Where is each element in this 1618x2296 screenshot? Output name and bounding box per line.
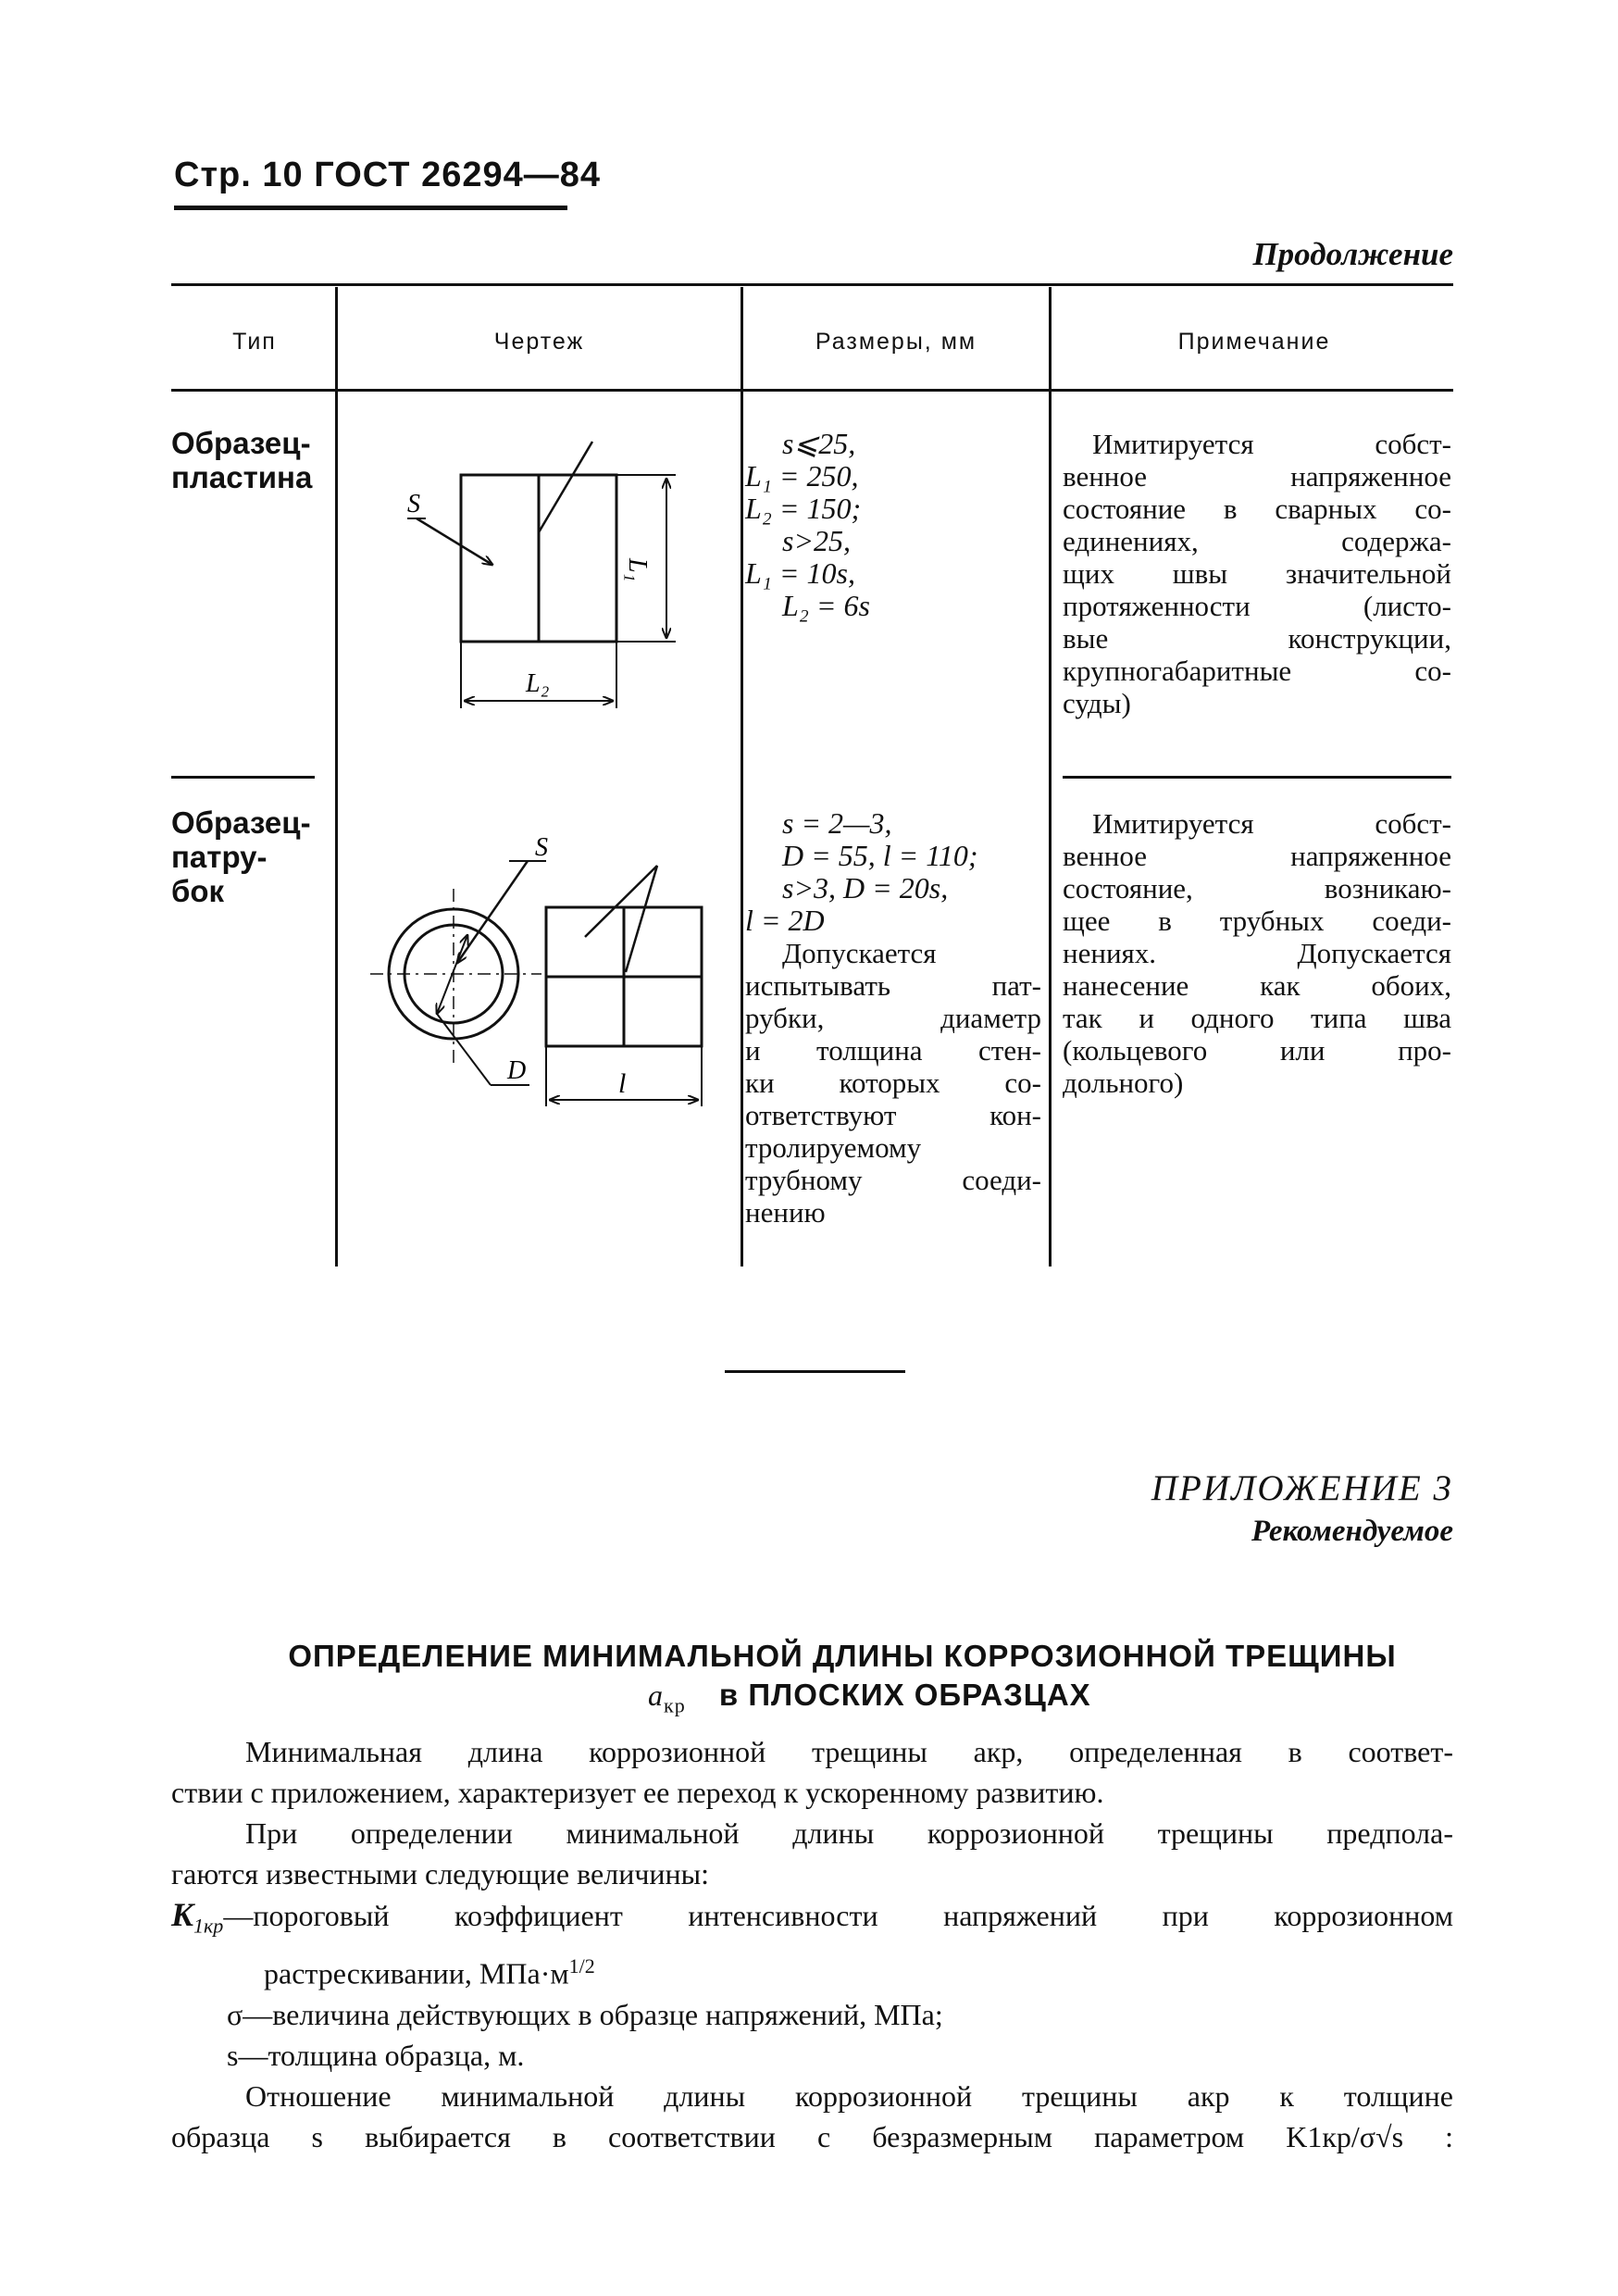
k1kr-definition-cont: растрескивании, $МПа\cdot м^{1/2}$ <box>264 1954 595 1991</box>
para2-line2: гаются известными следующие величины: <box>171 1857 710 1890</box>
row1-note: Имитируется собст- венное напряженное состояние в сварных со- единениях, содержа- щих швы значительной протяженности (листо- вые конструкции, крупногабаритные со- суды) <box>1063 428 1451 719</box>
section-heading-line1: ОПРЕДЕЛЕНИЕ МИНИМАЛЬНОЙ ДЛИНЫ КОРРОЗИОННОЙ ТРЕЩИНЫ <box>288 1639 1397 1673</box>
section-divider <box>725 1370 905 1373</box>
plate-s-label: S <box>407 490 420 518</box>
column-header-drawing: Чертеж <box>493 329 585 355</box>
sigma-definition: σ—величина действующих в образце напряжений, МПа; <box>227 1998 943 2032</box>
para1-line2: ствии с приложением, характеризует ее переход к ускоренному развитию. <box>171 1776 1104 1809</box>
column-header-type: Тип <box>232 329 277 355</box>
column-header-note: Примечание <box>1177 329 1331 355</box>
s-definition: s—толщина образца, м. <box>227 2039 525 2073</box>
row1-type: Образец- пластина <box>171 426 313 494</box>
row2-sizes: s = 2—3, D = 55, l = 110; s>3, D = 20s, l = 2D <box>745 806 978 937</box>
row-separator-left <box>171 776 315 779</box>
continuation-label: Продолжение <box>1252 236 1453 272</box>
table-col-divider-3 <box>1049 287 1052 1267</box>
table-header-rule <box>171 389 1453 392</box>
header-rule <box>174 206 567 210</box>
appendix-body <box>171 1731 1453 2157</box>
row2-type: Образец- патру- бок <box>171 805 311 908</box>
pipe-specimen-drawing <box>370 815 731 1120</box>
section-heading <box>241 1639 1444 1674</box>
column-header-sizes: Размеры, мм <box>815 329 977 355</box>
para1-line1: Минимальная длина коррозионной трещины aкр, определенная в соответ- <box>245 1735 1453 1768</box>
table-col-divider-1 <box>335 287 338 1267</box>
plate-l2-label: L₂ <box>526 669 550 698</box>
para2-line1: При определении минимальной длины коррозионной трещины предпола- <box>245 1816 1453 1850</box>
table-top-rule <box>171 283 1453 286</box>
appendix-subtitle: Рекомендуемое <box>1251 1515 1453 1548</box>
pipe-d-label: D <box>507 1056 527 1085</box>
para3-line2: образца s выбирается в соответствии с безразмерным параметром K1кр/σ√s : <box>171 2120 1453 2154</box>
page-header: Стр. 10 ГОСТ 26294—84 <box>174 156 602 194</box>
pipe-l-label: l <box>618 1068 627 1099</box>
plate-specimen-drawing <box>389 430 722 727</box>
table-col-divider-2 <box>741 287 743 1267</box>
section-heading-line2: $a_{кр}$ в ПЛОСКИХ ОБРАЗЦАХ <box>648 1678 1091 1717</box>
row1-sizes: s⩽25, L₁ = 250, L₂ = 150; s>25, L₁ = 10s, L₂ = 6s <box>745 427 870 622</box>
row2-sizes-note: Допускается испытывать пат- рубки, диаметр и толщина стен- ки которых со- ответствуют кон- тролируемому трубному соеди- нению <box>745 937 1041 1229</box>
plate-l1-label: L₁ <box>623 558 652 582</box>
k1kr-definition: $K_{1кр}—пороговый$ коэффициент интенсивности напряжений при коррозионном <box>171 1896 1453 1938</box>
pipe-s-label: S <box>535 833 548 862</box>
para3-line1: Отношение минимальной длины коррозионной трещины aкр к толщине <box>245 2079 1453 2114</box>
row-separator-right <box>1063 776 1451 779</box>
appendix-title: ПРИЛОЖЕНИЕ 3 <box>1151 1468 1453 1508</box>
row2-note: Имитируется собст- венное напряженное состояние, возникаю- щее в трубных соеди- нениях. Допускается нанесение как обоих, так и одного типа шва (кольцевого или про- дольного) <box>1063 807 1451 1099</box>
